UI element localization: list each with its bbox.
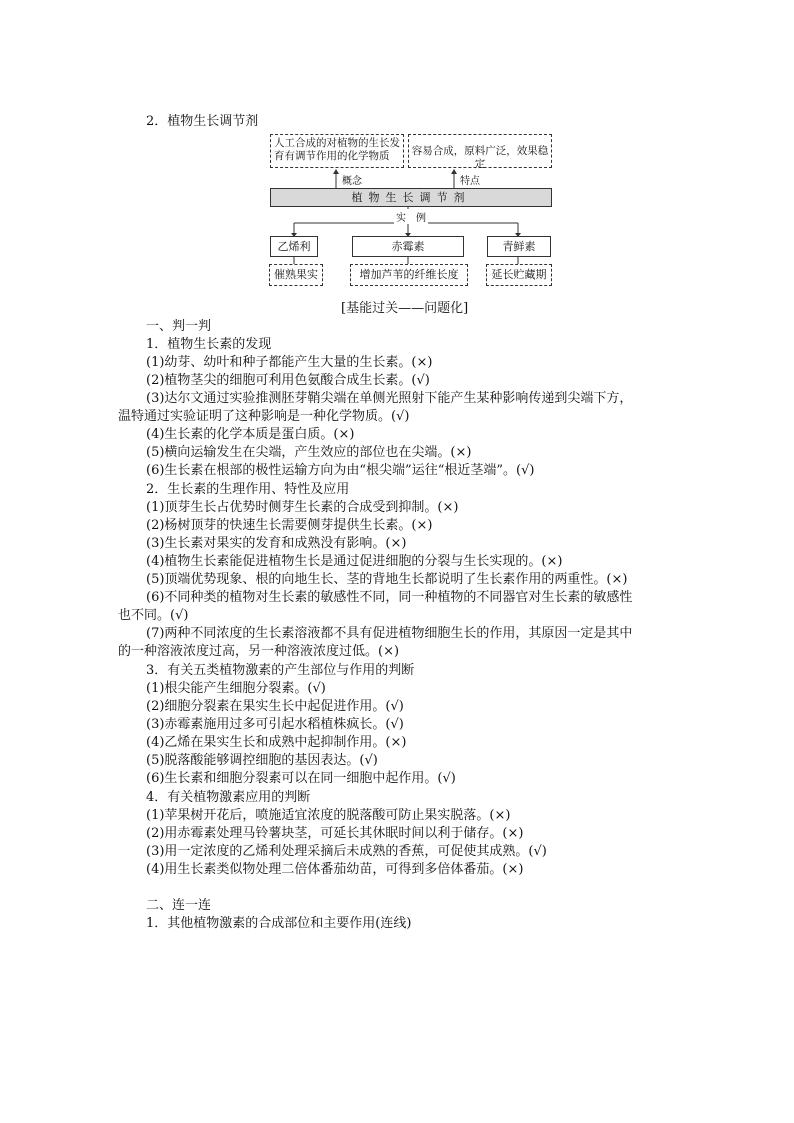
effect-box-storage: 延长贮藏期 — [486, 264, 552, 286]
concept-label: 概念 — [342, 176, 362, 187]
list-item: (2)用赤霉素处理马铃薯块茎，可延长其休眠时间以利于储存。(×) — [146, 826, 524, 841]
list-item: (1)顶芽生长占优势时侧芽生长素的合成受到抑制。(×) — [146, 500, 459, 515]
list-item: (5)顶端优势现象、根的向地生长、茎的背地生长都说明了生长素作用的两重性。(×) — [146, 572, 628, 587]
part2-heading: 二、连一连 — [146, 898, 212, 913]
group1-title: 1．植物生长素的发现 — [146, 337, 272, 352]
list-item: (2)细胞分裂素在果实生长中起促进作用。(√) — [146, 699, 404, 714]
list-item: (4)乙烯在果实生长和成熟中起抑制作用。(×) — [146, 735, 407, 750]
list-item: (1)幼芽、幼叶和种子都能产生大量的生长素。(×) — [146, 355, 433, 370]
group2-title: 2．生长素的生理作用、特性及应用 — [146, 482, 350, 497]
list-item-continued: 温特通过实验证明了这种影响是一种化学物质。(√) — [118, 409, 410, 424]
subtitle: [基能过关——问题化] — [341, 301, 469, 316]
list-item: (1)苹果树开花后，喷施适宜浓度的脱落酸可防止果实脱落。(×) — [146, 808, 511, 823]
effect-box-ripen: 催熟果实 — [269, 264, 323, 286]
example-label: 实 例 — [394, 209, 428, 224]
list-item: (3)用一定浓度的乙烯利处理采摘后未成熟的香蕉，可促使其成熟。(√) — [146, 844, 547, 859]
list-item-continued: 的一种溶液浓度过高，另一种溶液浓度过低。(×) — [118, 644, 400, 659]
list-item: (4)植物生长素能促进植物生长是通过促进细胞的分裂与生长实现的。(×) — [146, 554, 563, 569]
part2-item: 1．其他植物激素的合成部位和主要作用(连线) — [146, 916, 412, 931]
list-item-continued: 也不同。(√) — [118, 608, 189, 623]
concept-line-2: 育有调节作用的化学物质 — [274, 150, 390, 162]
effect-box-fiber: 增加芦苇的纤维长度 — [350, 264, 468, 286]
group3-title: 3．有关五类植物激素的产生部位与作用的判断 — [146, 663, 415, 678]
list-item: (1)根尖能产生细胞分裂素。(√) — [146, 681, 326, 696]
list-item: (5)横向运输发生在尖端，产生效应的部位也在尖端。(×) — [146, 445, 472, 460]
list-item: (4)用生长素类似物处理二倍体番茄幼苗，可得到多倍体番茄。(×) — [146, 862, 524, 877]
list-item: (3)达尔文通过实验推测胚芽鞘尖端在单侧光照射下能产生某种影响传递到尖端下方， — [146, 391, 633, 406]
list-item: (4)生长素的化学本质是蛋白质。(×) — [146, 427, 355, 442]
part1-heading: 一、判一判 — [146, 319, 212, 334]
list-item: (6)不同种类的植物对生长素的敏感性不同，同一种植物的不同器官对生长素的敏感性 — [146, 590, 633, 605]
feature-box: 容易合成，原料广泛，效果稳定 — [408, 134, 552, 168]
example-box-maleic-hydrazide: 青鲜素 — [487, 236, 551, 257]
list-item: (2)植物茎尖的细胞可利用色氨酸合成生长素。(√) — [146, 373, 430, 388]
example-box-gibberellin: 赤霉素 — [352, 236, 464, 257]
list-item: (7)两种不同浓度的生长素溶液都不具有促进植物细胞生长的作用，其原因一定是其中 — [146, 626, 633, 641]
list-item: (6)生长素和细胞分裂素可以在同一细胞中起作用。(√) — [146, 771, 456, 786]
list-item: (2)杨树顶芽的快速生长需要侧芽提供生长素。(×) — [146, 518, 433, 533]
center-box: 植物生长调节剂 — [270, 188, 552, 207]
group4-title: 4．有关植物激素应用的判断 — [146, 790, 311, 805]
list-item: (5)脱落酸能够调控细胞的基因表达。(√) — [146, 753, 378, 768]
section-title: 2．植物生长调节剂 — [146, 114, 259, 129]
list-item: (6)生长素在根部的极性运输方向为由“根尖端”运往“根近茎端”。(√) — [146, 463, 535, 478]
concept-box — [270, 134, 404, 168]
list-item: (3)赤霉素施用过多可引起水稻植株疯长。(√) — [146, 717, 404, 732]
regulator-diagram — [266, 134, 554, 290]
example-box-ethephon: 乙烯利 — [270, 236, 318, 257]
list-item: (3)生长素对果实的发育和成熟没有影响。(×) — [146, 536, 407, 551]
feature-label: 特点 — [460, 176, 480, 187]
concept-line-1: 人工合成的对植物的生长发 — [274, 137, 400, 149]
